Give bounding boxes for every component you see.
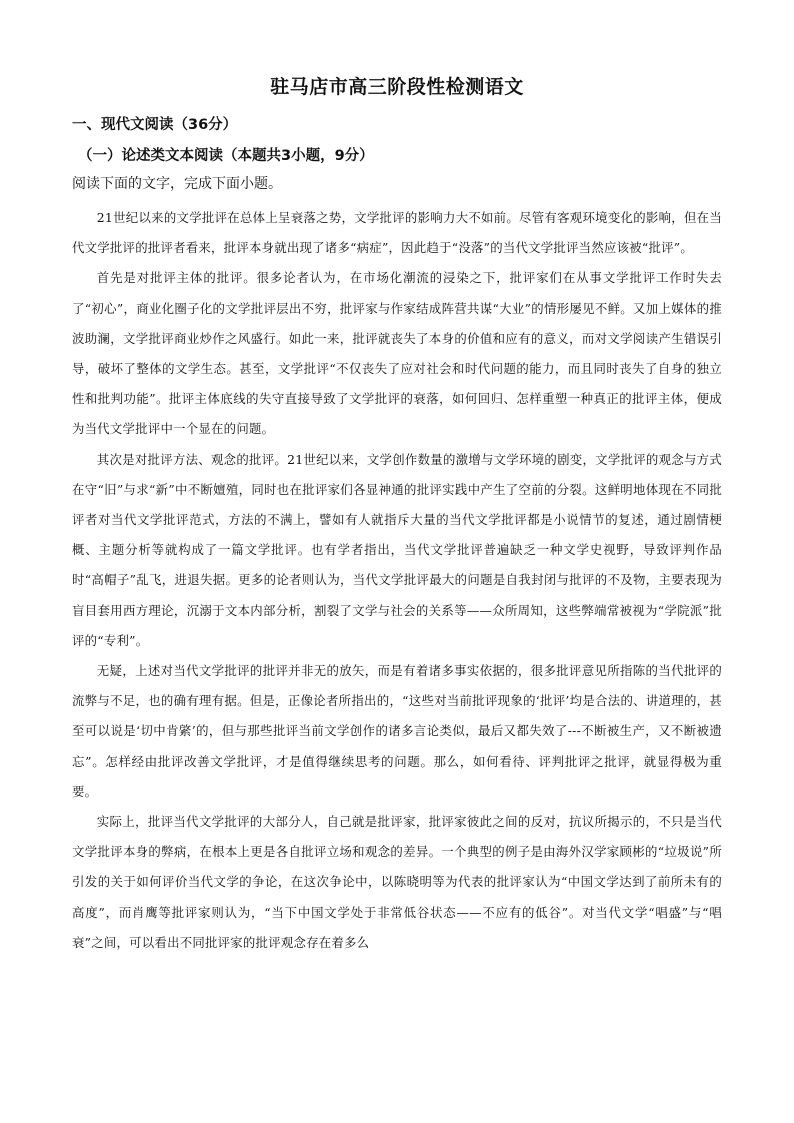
document-page [72,62,722,958]
paragraph: 首先是对批评主体的批评。很多论者认为，在市场化潮流的浸染之下，批评家们在从事文学批评工作时失去了“初心”，商业化圈子化的文学批评层出不穷，批评家与作家结成阵营共谋“大业”的情形屡见不鲜。又加上媒体的推波助澜，文学批评商业炒作之风盛行。如此一来，批评就丧失了本身的价值和应有的意义，而对文学阅读产生错误引导，破坏了整体的文学生态。甚至，文学批评“不仅丧失了应对社会和时代问题的能力，而且同时丧失了自身的独立性和批判功能”。批评主体底线的失守直接导致了文学批评的衰落，如何回归、怎样重塑一种真正的批评主体，便成为当代文学批评中一个显在的问题。 [72,270,722,437]
paragraph: 无疑，上述对当代文学批评的批评并非无的放矢，而是有着诸多事实依据的，很多批评意见所指陈的当代批评的流弊与不足，也的确有理有据。但是，正像论者所指出的，“这些对当前批评现象的‘批评’均是合法的、讲道理的，甚至可以说是‘切中肯綮’的，但与那些批评当前文学创作的诸多言论类似，最后又都失效了---不断被生产，又不断被遗忘”。怎样经由批评改善文学批评，才是值得继续思考的问题。那么，如何看待、评判批评之批评，就显得极为重要。 [72,663,722,799]
paragraph: 实际上，批评当代文学批评的大部分人，自己就是批评家，批评家彼此之间的反对，抗议所揭示的，不只是当代文学批评本身的弊病，在根本上更是各自批评立场和观念的差异。一个典型的例子是由海外汉学家顾彬的“垃圾说”所引发的关于如何评价当代文学的争论，在这次争论中，以陈晓明等为代表的批评家认为“中国文学达到了前所未有的高度”，而肖鹰等批评家则认为，“当下中国文学处于非常低谷状态——不应有的低谷”。对当代文学“唱盛”与“唱衰”之间，可以看出不同批评家的批评观念存在着多么 [72,814,722,950]
paragraph: 21世纪以来的文学批评在总体上呈衰落之势，文学批评的影响力大不如前。尽管有客观环境变化的影响，但在当代文学批评的批评者看来，批评本身就出现了诸多“病症”，因此趋于“没落”的当代文学批评当然应该被“批评”。 [72,210,722,256]
subsection-heading: （一）论述类文本阅读（本题共3小题，9分） [78,148,374,164]
reading-instruction: 阅读下面的文字，完成下面小题。 [72,176,282,192]
document-title: 驻马店市高三阶段性检测语文 [270,76,524,98]
paragraph: 其次是对批评方法、观念的批评。21世纪以来，文学创作数量的激增与文学环境的剧变，文学批评的观念与方式在守“旧”与求“新”中不断嬗殖，同时也在批评家们各显神通的批评实践中产生了空前的分裂。这鲜明地体现在不同批评者对当代文学批评范式，方法的不满上，譬如有人就指斥大量的当代文学批评都是小说情节的复述，通过剧情梗概、主题分析等就构成了一篇文学批评。也有学者指出，当代文学批评普遍缺乏一种文学史视野，导致评判作品时“高帽子”乱飞，进退失据。更多的论者则认为，当代文学批评最大的问题是自我封闭与批评的不及物，主要表现为盲目套用西方理论，沉溺于文本内部分析，割裂了文学与社会的关系等——众所周知，这些弊端常被视为“学院派”批评的“专利”。 [72,451,722,648]
section-heading: 一、现代文阅读（36分） [72,117,238,133]
